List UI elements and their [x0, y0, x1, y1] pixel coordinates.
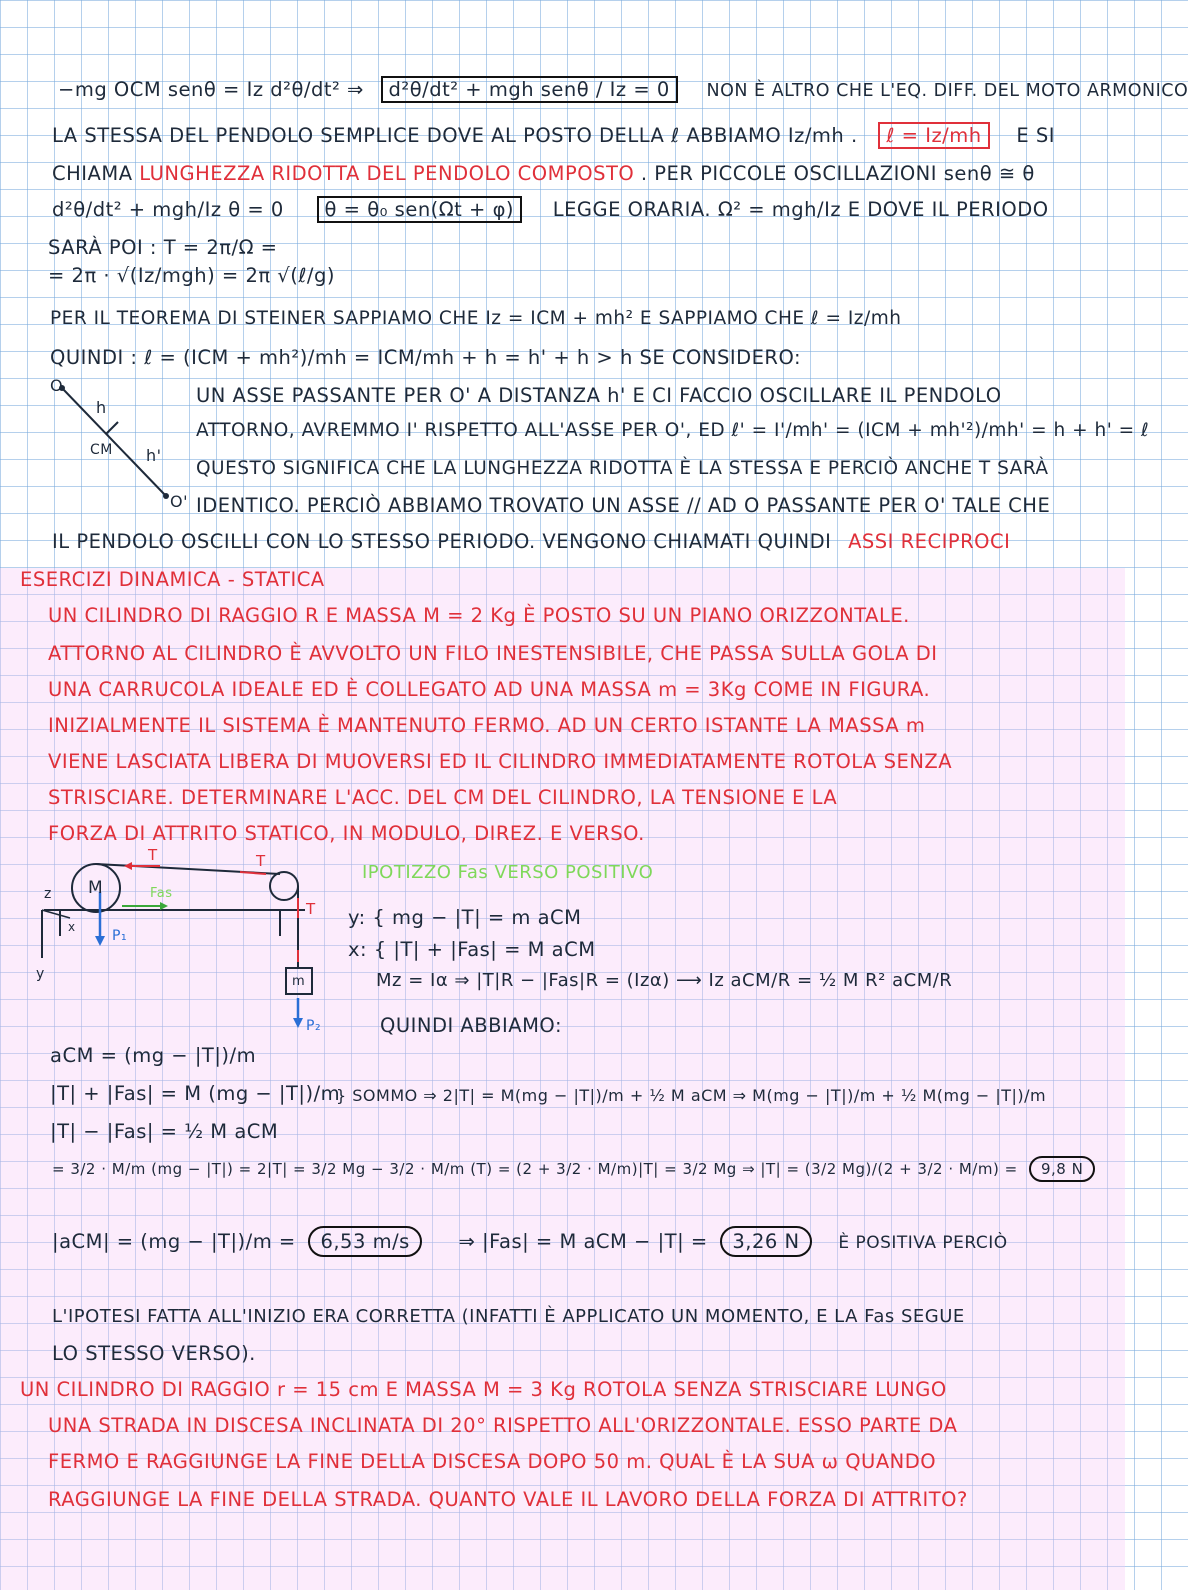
axis-label-z: z: [44, 886, 52, 902]
theory-line-4: [52, 198, 1049, 221]
cylinder-mass-label: M: [88, 878, 104, 898]
text: IL PENDOLO OSCILLI CON LO STESSO PERIODO. VENGONO CHIAMATI QUINDI: [52, 530, 832, 553]
ex1-text-7: FORZA DI ATTRITO STATICO, IN MODULO, DIREZ. E VERSO.: [48, 822, 645, 845]
conclusion-1: L'IPOTESI FATTA ALL'INIZIO ERA CORRETTA (INFATTI È APPLICATO UN MOMENTO, E LA Fas SEGUE: [52, 1306, 965, 1327]
system-eq-2: |T| + |Fas| = M (mg − |T|)/m: [50, 1082, 341, 1105]
eq-right-2: x: { |T| + |Fas| = M aCM: [348, 938, 596, 961]
theory-line-10: ATTORNO, AVREMMO I' RISPETTO ALL'ASSE PER O', ED ℓ' = I'/mh' = (ICM + mh'²)/mh' = h + h' = ℓ: [196, 420, 1150, 441]
boxed-formula: ℓ = Iz/mh: [878, 122, 989, 149]
acc-result: 6,53 m/s: [308, 1226, 421, 1257]
ex1-text-1: UN CILINDRO DI RAGGIO R E MASSA M = 2 Kg È POSTO SU UN PIANO ORIZZONTALE.: [48, 604, 910, 627]
theory-line-13: [52, 530, 1010, 553]
text: . PER PICCOLE OSCILLAZIONI senθ ≅ θ: [640, 162, 1035, 185]
text: CHIAMA: [52, 162, 133, 185]
tension-derivation: [52, 1160, 1095, 1178]
highlight-term: LUNGHEZZA RIDOTTA DEL PENDOLO COMPOSTO: [139, 162, 635, 185]
friction-result: 3,26 N: [720, 1226, 811, 1257]
eq-right-1: y: { mg − |T| = m aCM: [348, 906, 582, 929]
tension-label: T: [256, 852, 266, 870]
ex2-text-3: FERMO E RAGGIUNGE LA FINE DELLA DISCESA DOPO 50 m. QUAL È LA SUA ω QUANDO: [48, 1450, 937, 1473]
ex1-text-3: UNA CARRUCOLA IDEALE ED È COLLEGATO AD UNA MASSA m = 3Kg COME IN FIGURA.: [48, 678, 931, 701]
pendulum-label-h: h: [96, 398, 107, 417]
highlight-term: ASSI RECIPROCI: [848, 530, 1011, 553]
derivation: = 3/2 · M/m (mg − |T|) = 2|T| = 3/2 Mg − 3/2 · M/m (T) = (2 + 3/2 · M/m)|T| = 3/2 Mg ⇒ |T| = (3/2 Mg)/(2 + 3/2 · M/m) =: [52, 1160, 1018, 1178]
sum-step: } SOMMO ⇒ 2|T| = M(mg − |T|)/m + ½ M aCM ⇒ M(mg − |T|)/m + ½ M(mg − |T|)/m: [336, 1086, 1047, 1105]
theory-line-5: SARÀ POI : T = 2π/Ω =: [48, 236, 278, 259]
acc-equation: |aCM| = (mg − |T|)/m =: [52, 1230, 296, 1253]
equation: −mg OCM senθ = Iz d²θ/dt² ⇒: [58, 78, 364, 101]
conclusion-2: LO STESSO VERSO).: [52, 1342, 256, 1365]
theory-line-1: [58, 78, 1188, 101]
text: LEGGE ORARIA. Ω² = mgh/Iz E DOVE IL PERIODO: [552, 198, 1049, 221]
pendulum-label-o-prime: O': [170, 492, 188, 511]
friction-equation: ⇒ |Fas| = M aCM − |T| =: [458, 1230, 708, 1253]
axis-label-y: y: [36, 966, 45, 982]
eq-right-4: QUINDI ABBIAMO:: [380, 1014, 563, 1037]
text: NON È ALTRO CHE L'EQ. DIFF. DEL MOTO ARMONICO: [706, 81, 1188, 101]
acc-result-line: [52, 1230, 1008, 1253]
boxed-equation: d²θ/dt² + mgh senθ / Iz = 0: [381, 76, 678, 103]
ex1-text-2: ATTORNO AL CILINDRO È AVVOLTO UN FILO INESTENSIBILE, CHE PASSA SULLA GOLA DI: [48, 642, 938, 665]
theory-line-12: IDENTICO. PERCIÒ ABBIAMO TROVATO UN ASSE // AD O PASSANTE PER O' TALE CHE: [196, 494, 1051, 517]
eq-right-3: Mz = Iα ⇒ |T|R − |Fas|R = (Izα) ⟶ Iz aCM/R = ½ M R² aCM/R: [376, 970, 953, 991]
tension-label: T: [148, 846, 158, 864]
system-eq-1: aCM = (mg − |T|)/m: [50, 1044, 257, 1067]
friction-note: È POSITIVA PERCIÒ: [838, 1233, 1008, 1253]
text: LA STESSA DEL PENDOLO SEMPLICE DOVE AL POSTO DELLA ℓ ABBIAMO Iz/mh .: [52, 124, 858, 147]
theory-line-3: [52, 162, 1035, 185]
cylinder-pulley-diagram: [30, 858, 350, 1028]
axis-label-x: x: [68, 920, 76, 934]
ex2-text-1: UN CILINDRO DI RAGGIO r = 15 cm E MASSA M = 3 Kg ROTOLA SENZA STRISCIARE LUNGO: [20, 1378, 947, 1401]
ex1-text-4: INIZIALMENTE IL SISTEMA È MANTENUTO FERMO. AD UN CERTO ISTANTE LA MASSA m: [48, 714, 926, 737]
friction-label: Fas: [150, 886, 173, 901]
tension-label: T: [306, 900, 316, 918]
theory-line-11: QUESTO SIGNIFICA CHE LA LUNGHEZZA RIDOTTA È LA STESSA E PERCIÒ ANCHE T SARÀ: [196, 458, 1049, 479]
boxed-equation: θ = θ₀ sen(Ωt + φ): [317, 196, 523, 223]
theory-line-6: = 2π · √(Iz/mgh) = 2π √(ℓ/g): [48, 264, 335, 287]
hypothesis-note: IPOTIZZO Fas VERSO POSITIVO: [362, 862, 654, 883]
theory-line-8: QUINDI : ℓ = (ICM + mh²)/mh = ICM/mh + h = h' + h > h SE CONSIDERO:: [50, 346, 802, 369]
theory-line-2: [52, 124, 1055, 147]
system-eq-3: |T| − |Fas| = ½ M aCM: [50, 1120, 279, 1143]
weight-label-2: P₂: [306, 1018, 322, 1034]
ex1-text-6: STRISCIARE. DETERMINARE L'ACC. DEL CM DEL CILINDRO, LA TENSIONE E LA: [48, 786, 838, 809]
ex1-text-5: VIENE LASCIATA LIBERA DI MUOVERSI ED IL CILINDRO IMMEDIATAMENTE ROTOLA SENZA: [48, 750, 953, 773]
text: E SI: [1016, 124, 1055, 147]
pendulum-diagram: [48, 378, 188, 508]
pendulum-label-cm: CM: [90, 442, 113, 458]
pendulum-label-o: O: [50, 376, 64, 395]
ex2-text-4: RAGGIUNGE LA FINE DELLA STRADA. QUANTO VALE IL LAVORO DELLA FORZA DI ATTRITO?: [48, 1488, 968, 1511]
theory-line-7: PER IL TEOREMA DI STEINER SAPPIAMO CHE Iz = ICM + mh² E SAPPIAMO CHE ℓ = Iz/mh: [50, 308, 902, 329]
tension-result: 9,8 N: [1029, 1156, 1095, 1182]
ex2-text-2: UNA STRADA IN DISCESA INCLINATA DI 20° RISPETTO ALL'ORIZZONTALE. ESSO PARTE DA: [48, 1414, 958, 1437]
pendulum-label-h-prime: h': [146, 446, 162, 465]
section-heading: ESERCIZI DINAMICA - STATICA: [20, 568, 325, 591]
hanging-mass-label: m: [292, 974, 306, 989]
theory-line-9: UN ASSE PASSANTE PER O' A DISTANZA h' E CI FACCIO OSCILLARE IL PENDOLO: [196, 384, 1002, 407]
weight-label-1: P₁: [112, 928, 128, 944]
equation: d²θ/dt² + mgh/Iz θ = 0: [52, 198, 284, 221]
